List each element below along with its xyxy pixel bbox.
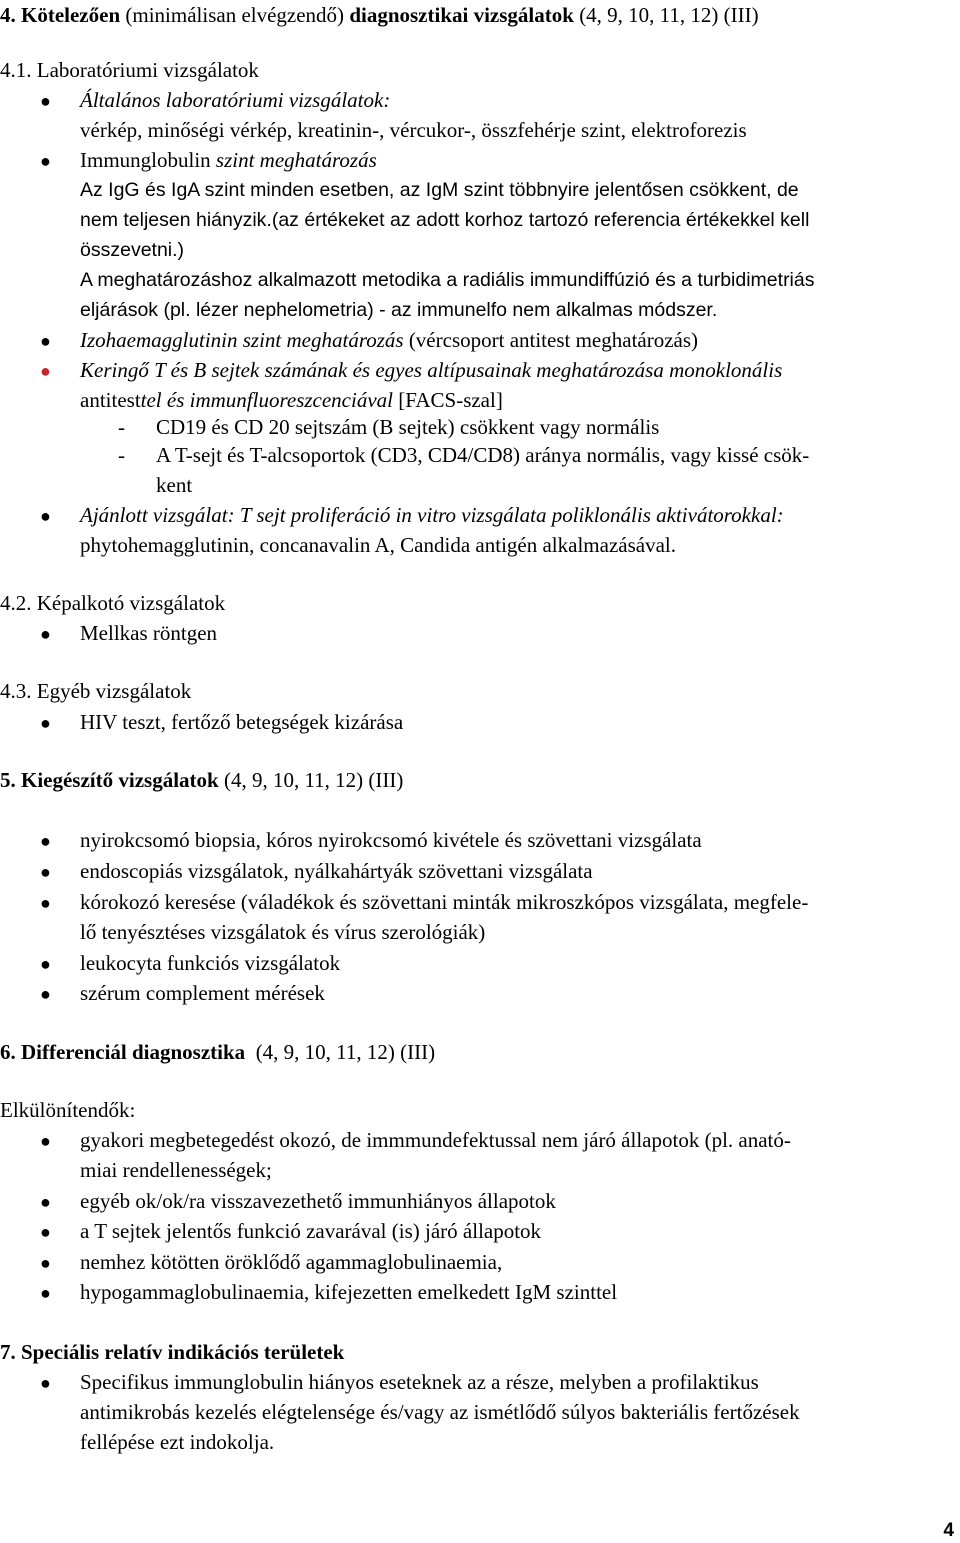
list-item-text: HIV teszt, fertőző betegségek kizárása	[80, 710, 404, 734]
subsection-4-1-heading: 4.1. Laboratóriumi vizsgálatok	[0, 58, 259, 82]
dash-item: CD19 és CD 20 sejtszám (B sejtek) csökkent vagy normális	[156, 415, 660, 439]
subsection-4-3-heading: 4.3. Egyéb vizsgálatok	[0, 679, 192, 703]
bullet-icon: ●	[40, 1253, 51, 1273]
bullet-icon: ●	[40, 91, 51, 111]
list-item-text: leukocyta funkciós vizsgálatok	[80, 951, 341, 975]
bullet-icon: ●	[40, 1373, 51, 1393]
list-item-text: fellépése ezt indokolja.	[80, 1430, 275, 1454]
bullet-icon: ●	[40, 1192, 51, 1212]
page-number: 4	[943, 1520, 954, 1541]
list-item-title	[80, 145, 377, 175]
list-item-text: miai rendellenességek;	[80, 1158, 272, 1182]
list-item-text	[80, 325, 698, 355]
section-title-cont: diagnosztikai vizsgálatok	[349, 3, 574, 27]
text-span: Immunglobulin	[80, 148, 216, 172]
list-item-text: egyéb ok/ok/ra visszavezethető immunhiányos állapotok	[80, 1189, 556, 1213]
section-refs: (4, 9, 10, 11, 12) (III)	[245, 1040, 436, 1064]
list-item-text: A meghatározáshoz alkalmazott metodika a radiális immundiffúzió és a turbidimetriás	[80, 269, 815, 291]
list-item-text: lő tenyésztéses vizsgálatok és vírus szerológiák)	[80, 920, 486, 944]
section-7-heading: 7. Speciális relatív indikációs területek	[0, 1340, 345, 1364]
dash-item: kent	[156, 473, 193, 497]
list-item-text: endoscopiás vizsgálatok, nyálkahártyák szövettani vizsgálata	[80, 859, 593, 883]
list-item-text: nemhez kötötten öröklődő agammaglobulinaemia,	[80, 1250, 503, 1274]
list-item-text: kórokozó keresése (váladékok és szövettani minták mikroszkópos vizsgálata, megfele-	[80, 890, 809, 914]
text-span-italic: tel és immunfluoreszcenciával	[140, 388, 393, 412]
section-number: 4.	[0, 3, 16, 27]
list-item-text: gyakori megbetegedést okozó, de immmundefektussal nem járó állapotok (pl. anató-	[80, 1128, 791, 1152]
bullet-icon: ●	[40, 831, 51, 851]
text-span-italic: szint meghatározás	[215, 148, 377, 172]
list-item-text: Az IgG és IgA szint minden esetben, az IgM szint többnyire jelentősen csökkent, de	[80, 179, 799, 201]
bullet-icon: ●	[40, 984, 51, 1004]
section-4-heading	[0, 0, 759, 30]
list-item-text: a T sejtek jelentős funkció zavarával (is) járó állapotok	[80, 1219, 542, 1243]
bullet-icon: ●	[40, 893, 51, 913]
list-item-text: nem teljesen hiányzik.(az értékeket az adott korhoz tartozó referencia értékekkel kell	[80, 209, 810, 231]
bullet-icon: ●	[40, 713, 51, 733]
bullet-icon: ●	[40, 862, 51, 882]
list-item-title: Általános laboratóriumi vizsgálatok:	[80, 88, 391, 112]
list-item-text	[80, 385, 503, 415]
section-refs: (4, 9, 10, 11, 12) (III)	[579, 3, 759, 27]
bullet-icon: ●	[40, 151, 51, 171]
list-item-text: Specifikus immunglobulin hiányos eseteknek az a része, melyben a profilaktikus	[80, 1370, 759, 1394]
text-span: antitest	[80, 388, 141, 412]
text-span-italic: Izohaemagglutinin szint meghatározás	[80, 328, 404, 352]
list-item-text: Keringő T és B sejtek számának és egyes altípusainak meghatározása monoklonális	[80, 358, 783, 382]
text-span: (vércsoport antitest meghatározás)	[403, 328, 699, 352]
text-span: [FACS-szal]	[392, 388, 503, 412]
subsection-4-2-heading: 4.2. Képalkotó vizsgálatok	[0, 591, 226, 615]
list-item-text: hypogammaglobulinaemia, kifejezetten emelkedett IgM szinttel	[80, 1280, 618, 1304]
section-title: 6. Differenciál diagnosztika	[0, 1040, 246, 1064]
dash-icon: -	[118, 415, 125, 439]
bullet-icon: ●	[40, 954, 51, 974]
section-5-heading	[0, 765, 403, 795]
bullet-icon: ●	[40, 331, 51, 351]
section-title: Kötelezően	[21, 3, 121, 27]
dash-item: A T-sejt és T-alcsoportok (CD3, CD4/CD8) aránya normális, vagy kissé csök-	[156, 443, 810, 467]
bullet-icon: ●	[40, 1131, 51, 1151]
intro-text: Elkülönítendők:	[0, 1098, 136, 1122]
list-item-text: nyirokcsomó biopsia, kóros nyirokcsomó kivétele és szövettani vizsgálata	[80, 828, 702, 852]
list-item-text: összevetni.)	[80, 239, 185, 261]
bullet-icon: ●	[40, 506, 51, 526]
list-item-text: antimikrobás kezelés elégtelensége és/vagy az ismétlődő súlyos bakteriális fertőzések	[80, 1400, 800, 1424]
section-title-paren: (minimálisan elvégzendő)	[125, 3, 345, 27]
bullet-icon: ●	[40, 1222, 51, 1242]
list-item-text: vérkép, minőségi vérkép, kreatinin-, vércukor-, összfehérje szint, elektroforezis	[80, 118, 747, 142]
bullet-icon: ●	[40, 361, 51, 381]
list-item-text: phytohemagglutinin, concanavalin A, Candida antigén alkalmazásával.	[80, 533, 676, 557]
list-item-text: szérum complement mérések	[80, 981, 325, 1005]
bullet-icon: ●	[40, 624, 51, 644]
dash-icon: -	[118, 443, 125, 467]
list-item-text: Ajánlott vizsgálat: T sejt proliferáció in vitro vizsgálata poliklonális aktivátorokkal:	[80, 503, 784, 527]
list-item-text: eljárások (pl. lézer nephelometria) - az immunelfo nem alkalmas módszer.	[80, 299, 718, 321]
section-6-heading	[0, 1037, 435, 1067]
list-item-text: Mellkas röntgen	[80, 621, 218, 645]
section-title: 5. Kiegészítő vizsgálatok	[0, 768, 219, 792]
section-refs: (4, 9, 10, 11, 12) (III)	[218, 768, 404, 792]
bullet-icon: ●	[40, 1283, 51, 1303]
